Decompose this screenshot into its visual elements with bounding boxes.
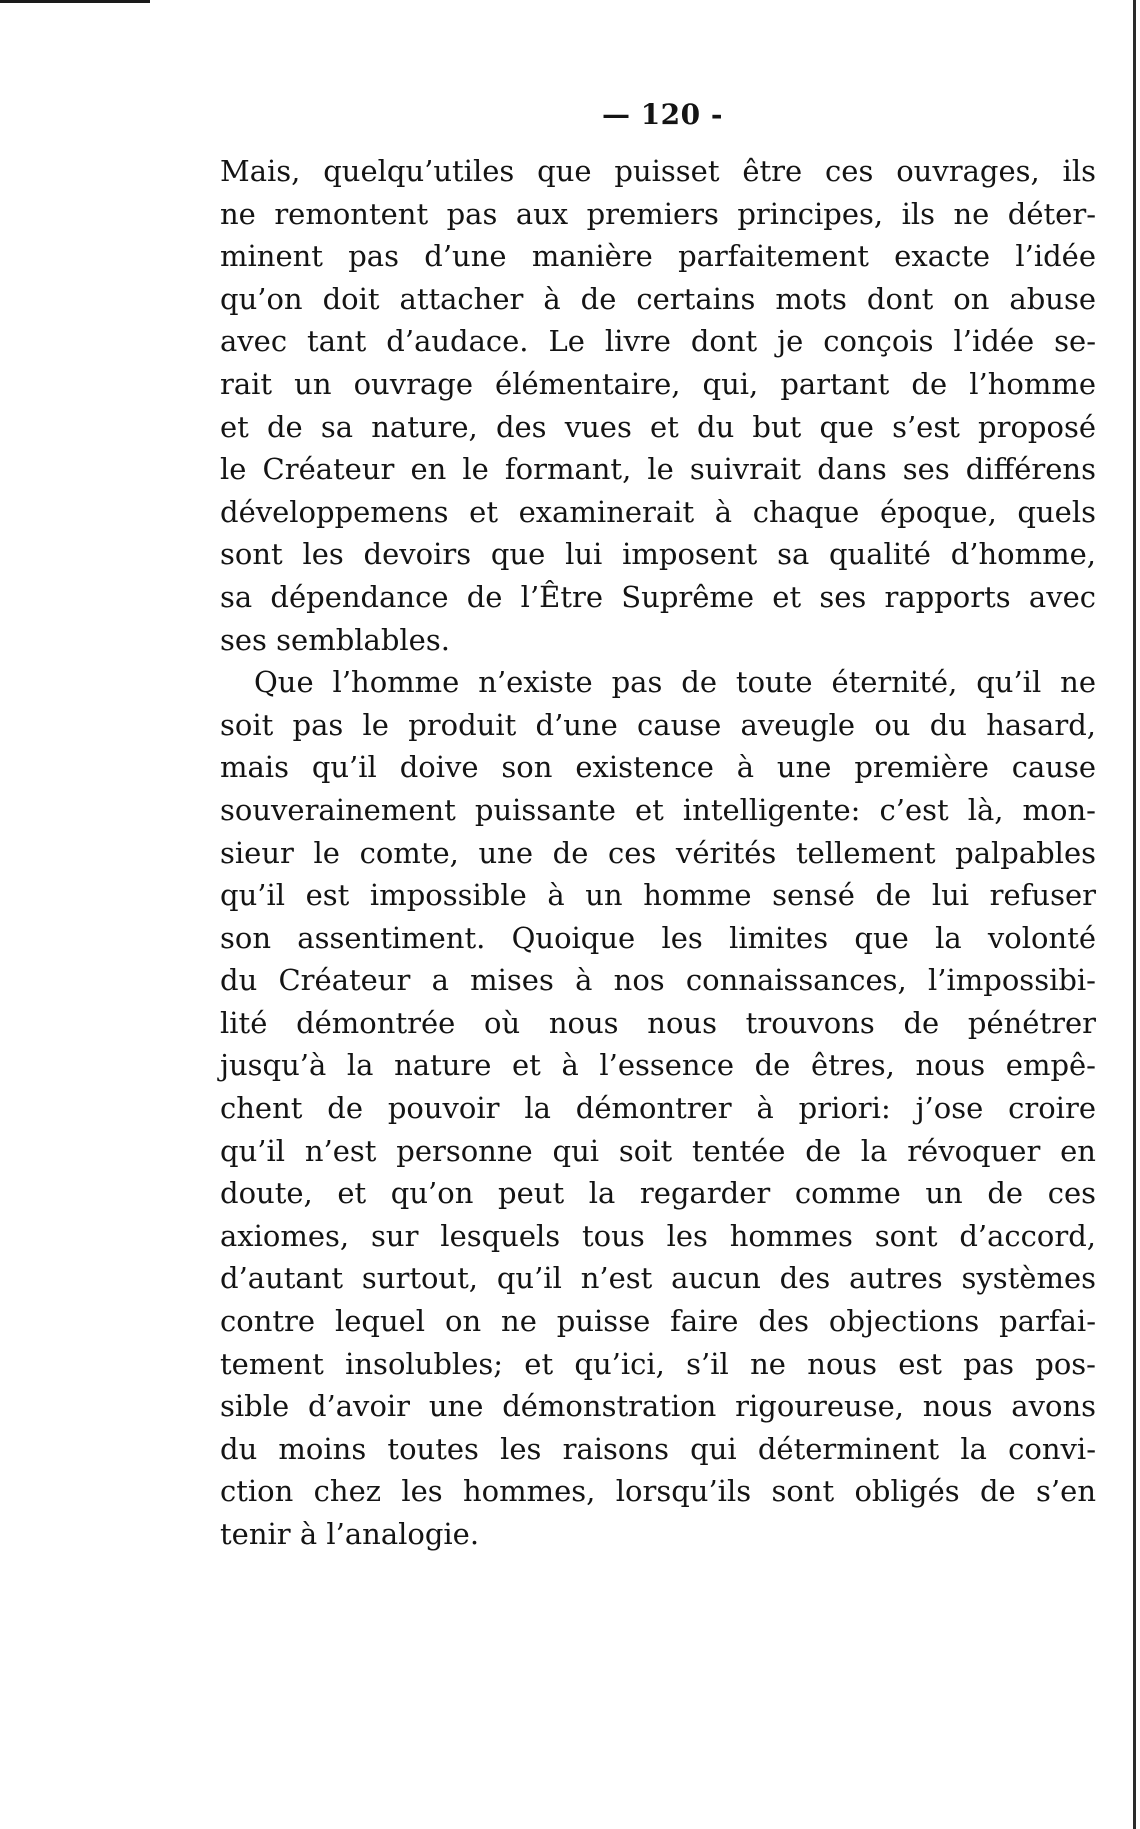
- text-line: ction chez les hommes, lorsqu’ils sont obligés de s’en: [220, 1474, 1096, 1509]
- text-line: Mais, quelqu’utiles que puisset être ces ouvrages, ils: [220, 154, 1096, 188]
- text-line: axiomes, sur lesquels tous les hommes sont d’accord,: [220, 1218, 1096, 1253]
- text-line: sont les devoirs que lui imposent sa qualité d’homme,: [220, 537, 1096, 572]
- text-line: contre lequel on ne puisse faire des objections parfai-: [220, 1304, 1096, 1339]
- text-line: mais qu’il doive son existence à une première cause: [220, 750, 1096, 785]
- text-line: souverainement puissante et intelligente: c’est là, mon-: [220, 792, 1096, 827]
- text-line: développemens et examinerait à chaque époque, quels: [220, 494, 1096, 529]
- text-line: son assentiment. Quoique les limites que la volonté: [220, 920, 1096, 955]
- text-line: sible d’avoir une démonstration rigoureuse, nous avons: [220, 1389, 1096, 1424]
- text-line: qu’on doit attacher à de certains mots dont on abuse: [220, 281, 1096, 316]
- text-line: chent de pouvoir la démontrer à priori: j’ose croire: [220, 1091, 1096, 1126]
- text-line: Que l’homme n’existe pas de toute éternité, qu’il ne: [254, 665, 1096, 700]
- top-border-rule: [0, 0, 150, 3]
- text-line: et de sa nature, des vues et du but que s’est proposé: [220, 409, 1096, 444]
- page-edge-line: [1133, 0, 1136, 1829]
- text-line: du Créateur a mises à nos connaissances, l’impossibi-: [220, 963, 1096, 998]
- text-line: lité démontrée où nous nous trouvons de pénétrer: [220, 1005, 1096, 1040]
- paragraph-2: [220, 661, 1096, 1555]
- text-line: minent pas d’une manière parfaitement exacte l’idée: [220, 239, 1096, 274]
- text-line: soit pas le produit d’une cause aveugle ou du hasard,: [220, 707, 1096, 742]
- body-text: [220, 150, 1096, 1556]
- text-line: sieur le comte, une de ces vérités tellement palpables: [220, 835, 1096, 870]
- text-line: sa dépendance de l’Être Suprême et ses rapports avec: [220, 579, 1096, 614]
- text-line: qu’il n’est personne qui soit tentée de la révoquer en: [220, 1133, 1096, 1168]
- text-line: rait un ouvrage élémentaire, qui, partant de l’homme: [220, 366, 1096, 401]
- text-line: tement insolubles; et qu’ici, s’il ne nous est pas pos-: [220, 1346, 1096, 1381]
- text-line: tenir à l’analogie.: [220, 1517, 480, 1551]
- text-line: qu’il est impossible à un homme sensé de lui refuser: [220, 878, 1096, 913]
- text-line: d’autant surtout, qu’il n’est aucun des autres systèmes: [220, 1261, 1096, 1296]
- text-line: ses semblables.: [220, 622, 450, 657]
- text-line: ne remontent pas aux premiers principes, ils ne déter-: [220, 196, 1096, 231]
- page-number: — 120 -: [601, 98, 724, 131]
- text-line: jusqu’à la nature et à l’essence de êtres, nous empê-: [220, 1048, 1096, 1083]
- text-line: le Créateur en le formant, le suivrait dans ses différens: [220, 452, 1096, 487]
- text-line: du moins toutes les raisons qui déterminent la convi-: [220, 1431, 1096, 1466]
- text-line: doute, et qu’on peut la regarder comme un de ces: [220, 1176, 1096, 1211]
- text-line: avec tant d’audace. Le livre dont je conçois l’idée se-: [220, 324, 1096, 359]
- paragraph-1: [220, 150, 1096, 661]
